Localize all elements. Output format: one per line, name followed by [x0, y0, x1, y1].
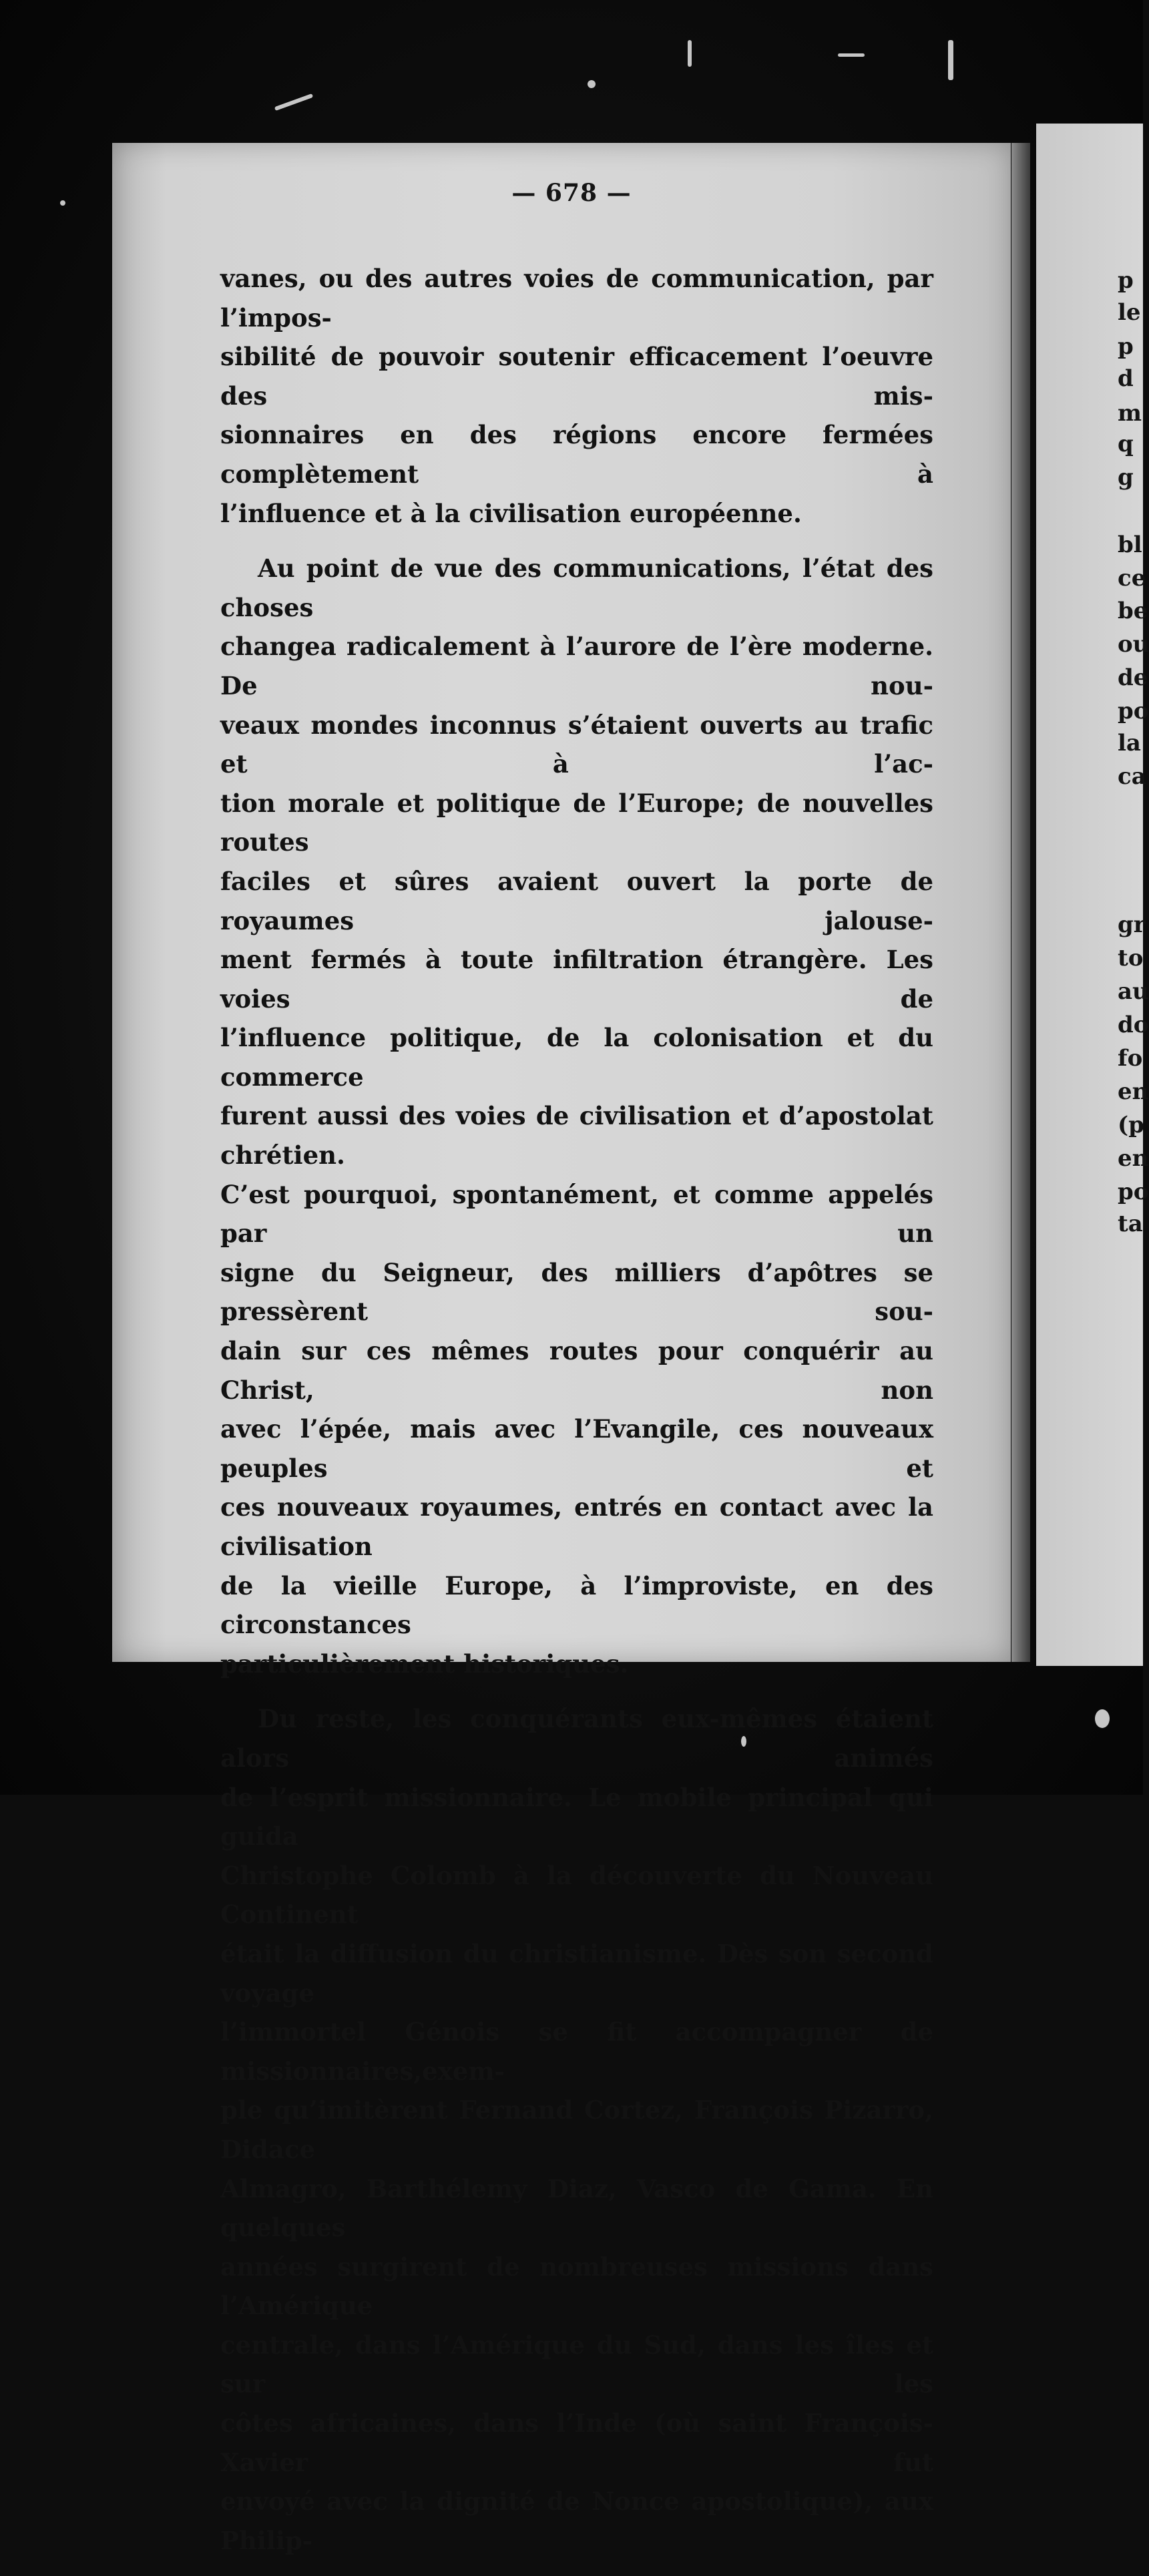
adjacent-page-fragment: de	[1118, 664, 1148, 691]
text-line: vanes, ou des autres voies de communication, par l’impos-	[220, 264, 933, 333]
text-line: signe du Seigneur, des milliers d’apôtres se pressèrent sou-	[220, 1257, 933, 1327]
text-line: avec l’épée, mais avec l’Evangile, ces nouveaux peuples et	[220, 1414, 933, 1483]
paragraph	[220, 549, 933, 1683]
adjacent-page-fragment: m	[1118, 400, 1142, 427]
adjacent-page-fragment: po	[1118, 698, 1149, 724]
adjacent-page-fragment: d	[1118, 365, 1134, 392]
dust-speck	[688, 40, 692, 67]
text-line: Au point de vue des communications, l’état des choses	[220, 554, 933, 622]
text-line: tion morale et politique de l’Europe; de nouvelles routes	[220, 788, 933, 857]
text-line: particulièrement historiques.	[220, 1649, 629, 1679]
text-line: côtes africaines, dans l’Inde (où saint François-Xavier fut	[220, 2408, 933, 2477]
adjacent-page-fragment: la	[1118, 730, 1141, 757]
text-line: de l’esprit missionnaire. Le mobile principal qui guida	[220, 1782, 933, 1852]
dust-speck	[274, 93, 313, 111]
adjacent-page-fragment: ta	[1118, 1211, 1143, 1237]
text-line: Du reste, les conquérants eux-mêmes étaient alors animés	[220, 1704, 933, 1773]
adjacent-page-fragment: be	[1118, 598, 1148, 624]
text-line: sionnaires en des régions encore fermées complètement à	[220, 420, 933, 489]
text-line: l’immortel Génois se fit accompagner de missionnaires,exem-	[220, 2017, 933, 2086]
text-line: C’est pourquoi, spontanément, et comme appelés par un	[220, 1179, 933, 1249]
adjacent-page-fragment: fo	[1118, 1045, 1143, 1072]
adjacent-page-fragment: to	[1118, 945, 1144, 972]
adjacent-page-fragment: (p	[1118, 1112, 1144, 1138]
page-gutter	[1011, 143, 1030, 1662]
adjacent-page-fragment: au	[1118, 978, 1149, 1005]
paragraph	[220, 259, 933, 533]
page-number: — 678 —	[511, 179, 632, 207]
adjacent-page-fragment: ca	[1118, 763, 1146, 790]
text-line: Almagro, Barthélemy Diaz, Vasco de Gama. En quelques	[220, 2173, 933, 2243]
adjacent-page-fragment: q	[1118, 431, 1134, 457]
adjacent-page-fragment: en	[1118, 1145, 1149, 1172]
text-line: l’influence et à la civilisation européenne.	[220, 498, 802, 528]
paragraph	[220, 1699, 933, 2560]
dust-speck	[838, 53, 865, 57]
adjacent-page-fragment: gr	[1118, 911, 1146, 938]
adjacent-page-fragment: en	[1118, 1078, 1149, 1105]
text-line: l’influence politique, de la colonisation et du commerce	[220, 1023, 933, 1092]
text-line: changea radicalement à l’aurore de l’ère moderne. De nou-	[220, 632, 933, 700]
text-line: furent aussi des voies de civilisation et d’apostolat chrétien.	[220, 1101, 933, 1170]
adjacent-page-fragment: p	[1118, 333, 1134, 360]
text-line: ment fermés à toute infiltration étrangère. Les voies de	[220, 945, 933, 1014]
text-line: était la diffusion du christianisme. Dès son second voyage	[220, 1938, 933, 2008]
adjacent-page-fragment: le	[1118, 299, 1141, 326]
text-line: Christophe Colomb à la découverte du Nouveau Continent	[220, 1860, 933, 1930]
dust-speck	[1095, 1709, 1110, 1728]
text-line: veaux mondes inconnus s’étaient ouverts au trafic et à l’ac-	[220, 710, 933, 779]
text-line: ces nouveaux royaumes, entrés en contact avec la civilisation	[220, 1492, 933, 1561]
adjacent-page-fragment: p	[1118, 267, 1134, 294]
text-line: de la vieille Europe, à l’improviste, en des circonstances	[220, 1570, 933, 1640]
adjacent-page-fragment: g	[1118, 464, 1134, 491]
adjacent-page-fragment: bl	[1118, 531, 1142, 558]
text-line: centrale, dans l’Amérique du Sud, dans les îles et sur les	[220, 2330, 933, 2399]
text-line: années surgirent de nombreuses missions dans l’Amérique	[220, 2251, 933, 2321]
text-line: sibilité de pouvoir soutenir efficacement l’oeuvre des mis-	[220, 342, 933, 411]
text-line: envoyé avec la dignité de Nonce apostolique), aux Philip-	[220, 2487, 933, 2555]
adjacent-page-fragment: ce	[1118, 565, 1146, 592]
text-line: faciles et sûres avaient ouvert la porte de royaumes jalouse-	[220, 866, 933, 935]
adjacent-page	[1036, 124, 1149, 1666]
page-body	[220, 259, 933, 2576]
dust-speck	[588, 80, 596, 88]
adjacent-page-fragment: ou	[1118, 631, 1149, 658]
adjacent-page-fragment: po	[1118, 1178, 1149, 1205]
text-line: ple qu’imitèrent Fernand Cortez, François Pizarro, Didace	[220, 2095, 933, 2164]
text-line: dain sur ces mêmes routes pour conquérir au Christ, non	[220, 1336, 933, 1405]
dust-speck	[948, 40, 953, 80]
adjacent-page-fragment: do	[1118, 1012, 1149, 1038]
